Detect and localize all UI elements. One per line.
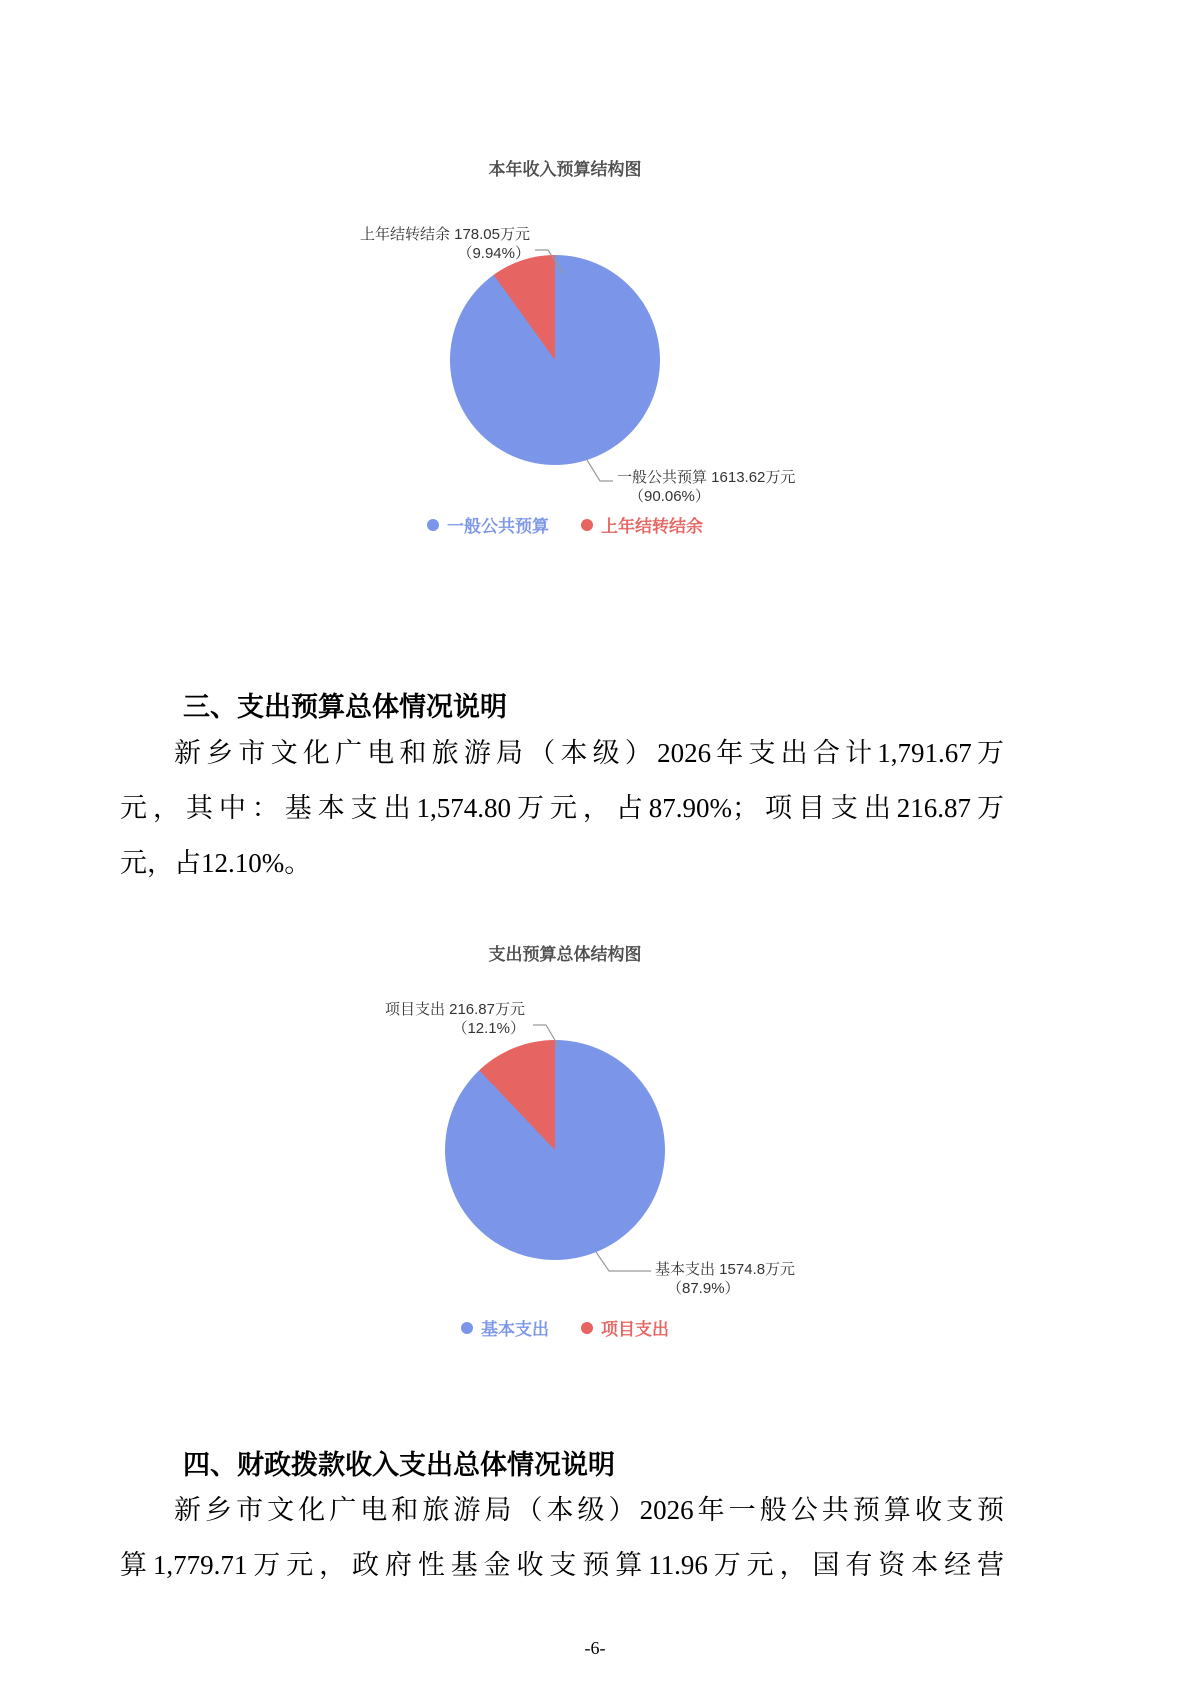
label-line-general-budget xyxy=(587,460,613,481)
legend-dot-red xyxy=(581,519,593,531)
callout-percent: （9.94%） xyxy=(457,245,530,262)
legend-label: 上年结转结余 xyxy=(601,517,703,536)
section-3-paragraph xyxy=(120,726,1004,891)
legend-dot-blue xyxy=(461,1322,473,1334)
callout-percent: （12.1%） xyxy=(452,1020,525,1037)
paragraph-line: 算1,779.71万元，政府性基金收支预算11.96万元，国有资本经营 xyxy=(120,1550,1004,1580)
income-pie xyxy=(450,255,660,465)
callout-percent: （87.9%） xyxy=(667,1280,740,1297)
legend-item-carryover xyxy=(581,512,703,537)
callout-label: 基本支出 1574.8万元 xyxy=(655,1261,796,1278)
income-pie-chart xyxy=(255,150,875,575)
legend-item-project xyxy=(581,1315,669,1340)
legend-label: 基本支出 xyxy=(481,1320,549,1339)
legend-item-basic xyxy=(461,1315,549,1340)
legend-dot-blue xyxy=(427,519,439,531)
expenditure-pie-chart xyxy=(255,935,875,1375)
callout-general-budget xyxy=(617,468,795,506)
chart-legend xyxy=(255,512,875,537)
paragraph-line: 新乡市文化广电和旅游局（本级）2026年支出合计1,791.67万 xyxy=(174,738,1004,768)
legend-item-general-budget xyxy=(427,512,549,537)
callout-basic xyxy=(655,1260,795,1298)
label-line-basic xyxy=(596,1252,651,1271)
callout-percent: （90.06%） xyxy=(629,488,710,505)
legend-label: 一般公共预算 xyxy=(447,517,549,536)
chart-legend xyxy=(255,1315,875,1340)
paragraph-line: 新乡市文化广电和旅游局（本级）2026年一般公共预算收支预 xyxy=(174,1495,1004,1525)
chart-title: 支出预算总体结构图 xyxy=(488,945,642,964)
section-heading-3: 三、支出预算总体情况说明 xyxy=(183,692,507,722)
callout-label: 上年结转结余 178.05万元 xyxy=(359,226,530,243)
legend-label: 项目支出 xyxy=(601,1320,669,1339)
chart-title: 本年收入预算结构图 xyxy=(488,160,642,179)
legend-dot-red xyxy=(581,1322,593,1334)
callout-project xyxy=(385,1000,525,1038)
expenditure-pie xyxy=(445,1040,665,1260)
page-number: -6- xyxy=(584,1638,606,1658)
callout-label: 项目支出 216.87万元 xyxy=(384,1001,525,1018)
paragraph-line: 元，其中：基本支出1,574.80万元，占87.90%；项目支出216.87万 xyxy=(120,793,1004,823)
section-4-paragraph xyxy=(120,1483,1004,1593)
paragraph-line: 元，占12.10%。 xyxy=(120,848,312,878)
callout-label: 一般公共预算 1613.62万元 xyxy=(617,469,796,486)
callout-carryover xyxy=(360,225,530,263)
section-heading-4: 四、财政拨款收入支出总体情况说明 xyxy=(183,1450,615,1480)
